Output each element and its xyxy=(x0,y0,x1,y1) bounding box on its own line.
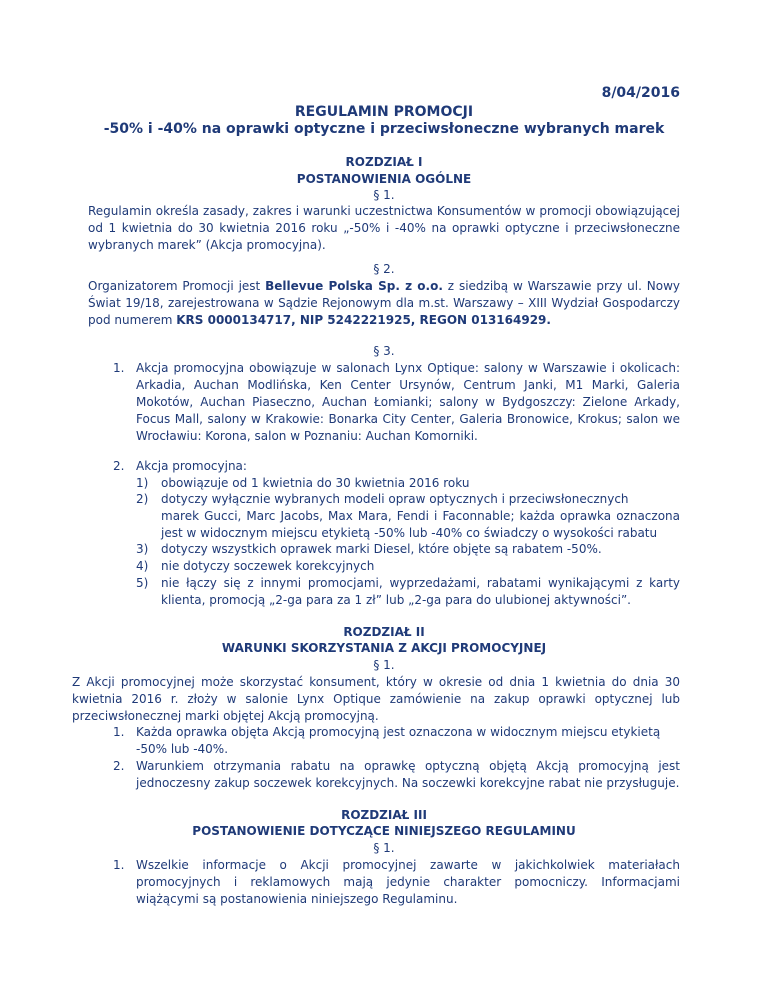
list-item-binding-info: Wszelkie informacje o Akcji promocyjnej zawarte w jakichkolwiek materiałach promocyjnych i reklamowych mają jedynie charakter pomocniczy. Informacjami wiążącymi są postanowienia niniejszego Regulaminu. xyxy=(136,858,680,906)
chapter-1-section-1: § 1. xyxy=(373,188,395,202)
document-title: REGULAMIN PROMOCJI xyxy=(294,104,474,120)
list-item-locations: Akcja promocyjna obowiązuje w salonach Lynx Optique: salony w Warszawie i okolicach: Arkadia, Auchan Modlińska, Ken Center Ursynów, Centrum Janki, M1 Marki, Galeria Mokotów, Auchan Piaseczno, Auchan Łomianki; salony w Bydgoszczy: Zielone Arkady, Focus Mall, salony w Krakowie: Bonarka City Center, Galeria Bronowice, Krokus; salon we Wrocławiu: Korona, salon w Poznaniu: Auchan Komorniki. xyxy=(136,361,680,443)
chapter-1-section-1-text: Regulamin określa zasady, zakres i warunki uczestnictwa Konsumentów w promocji obowiązującej od 1 kwietnia do 30 kwietnia 2016 roku „-50% i -40% na oprawki optyczne i przeciwsłoneczne wybranych marek” (Akcja promocyjna). xyxy=(88,204,680,252)
sublist-number: 1) xyxy=(136,476,149,490)
list-item-label: Każda oprawka objęta Akcją promocyjną jest oznaczona w widocznym miejscu etykietą xyxy=(136,725,661,739)
sublist-number: 4) xyxy=(136,559,149,573)
sublist-number: 5) xyxy=(136,576,149,590)
sublist-item-continued: marek Gucci, Marc Jacobs, Max Mara, Fendi i Faconnable; każda oprawka oznaczona jest w widocznym miejscu etykietą -50% lub -40% co świadczy o wysokości rabatu xyxy=(161,509,680,540)
list-number: 2. xyxy=(113,459,125,473)
sublist-item: obowiązuje od 1 kwietnia do 30 kwietnia 2016 roku xyxy=(161,476,470,490)
list-number: 1. xyxy=(113,725,125,739)
chapter-2-heading: ROZDZIAŁ II xyxy=(343,625,425,639)
list-number: 1. xyxy=(113,361,125,375)
document-subtitle: -50% i -40% na oprawki optyczne i przeciwsłoneczne wybranych marek xyxy=(103,121,665,137)
list-item-label-continued: -50% lub -40%. xyxy=(136,742,229,756)
sublist-number: 3) xyxy=(136,542,149,556)
organizer-registry-ids: KRS 0000134717, NIP 5242221925, REGON 013164929. xyxy=(176,313,551,327)
chapter-1-heading: ROZDZIAŁ I xyxy=(345,155,423,169)
list-item-promotion: Akcja promocyjna: xyxy=(136,459,247,473)
chapter-3-section-1: § 1. xyxy=(373,841,395,855)
list-number: 1. xyxy=(113,858,125,872)
sublist-item: nie łączy się z innymi promocjami, wyprzedażami, rabatami wynikającymi z karty klienta, promocją „2-ga para za 1 zł” lub „2-ga para do ulubionej aktywności”. xyxy=(161,576,680,607)
chapter-1-section-3: § 3. xyxy=(373,344,395,358)
chapter-1-section-2-text xyxy=(88,278,680,329)
chapter-3-subheading: POSTANOWIENIE DOTYCZĄCE NINIEJSZEGO REGULAMINU xyxy=(192,824,576,838)
document-date: 8/04/2016 xyxy=(601,85,680,101)
chapter-2-subheading: WARUNKI SKORZYSTANIA Z AKCJI PROMOCYJNEJ xyxy=(221,641,547,655)
chapter-2-section-1-text: Z Akcji promocyjnej może skorzystać konsument, który w okresie od dnia 1 kwietnia do dnia 30 kwietnia 2016 r. złoży w salonie Lynx Optique zamówienie na zakup oprawki optycznej lub przeciwsłonecznej marki objętej Akcją promocyjną. xyxy=(72,675,680,723)
list-item-condition: Warunkiem otrzymania rabatu na oprawkę optyczną objętą Akcją promocyjną jest jednoczesny zakup soczewek korekcyjnych. Na soczewki korekcyjne rabat nie przysługuje. xyxy=(136,759,680,790)
chapter-1-subheading: POSTANOWIENIA OGÓLNE xyxy=(296,172,472,186)
chapter-3-heading: ROZDZIAŁ III xyxy=(341,808,427,822)
sublist-item: dotyczy wszystkich oprawek marki Diesel, które objęte są rabatem -50%. xyxy=(161,542,602,556)
organizer-intro: Organizatorem Promocji jest xyxy=(88,279,266,293)
sublist-item: dotyczy wyłącznie wybranych modeli opraw optycznych i przeciwsłonecznych xyxy=(161,492,629,506)
list-number: 2. xyxy=(113,759,125,773)
chapter-2-section-1: § 1. xyxy=(373,658,395,672)
chapter-1-section-2: § 2. xyxy=(373,262,395,276)
organizer-company: Bellevue Polska Sp. z o.o. xyxy=(265,279,443,293)
organizer-details: z siedzibą w Warszawie przy ul. Nowy Świat 19/18, zarejestrowana w Sądzie Rejonowym dla m.st. Warszawy – XIII Wydział Gospodarczy pod numerem xyxy=(88,279,680,327)
sublist-number: 2) xyxy=(136,492,149,506)
sublist-item: nie dotyczy soczewek korekcyjnych xyxy=(161,559,375,573)
